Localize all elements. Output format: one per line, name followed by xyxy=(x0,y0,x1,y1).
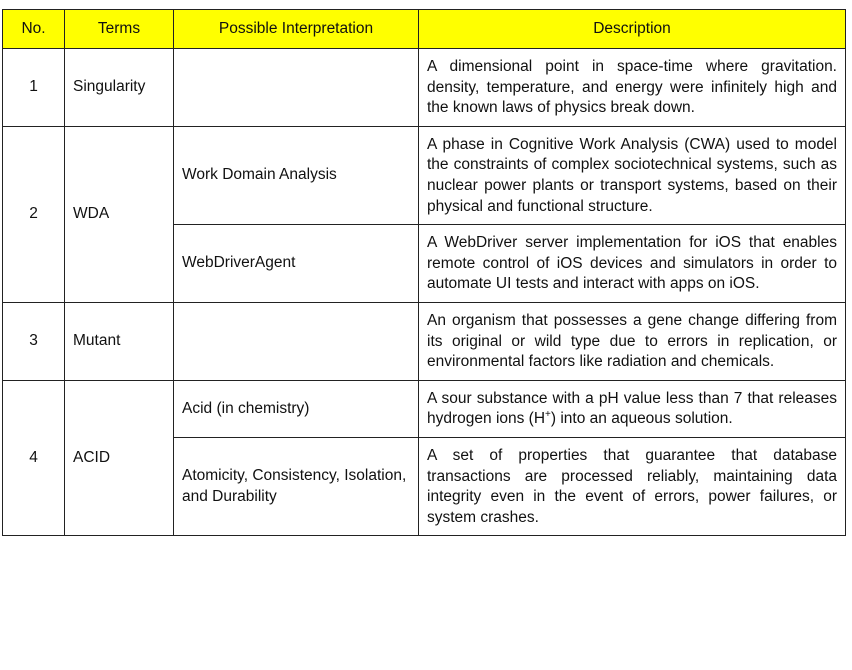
description-cell: A set of properties that guarantee that database transactions are processed reliably, maintaining data integrity even in the event of errors, power failures, or system crashes. xyxy=(419,437,846,535)
description-cell: A dimensional point in space-time where gravitation. density, temperature, and energy were infinitely high and the known laws of physics break down. xyxy=(419,49,846,127)
header-row xyxy=(3,10,846,49)
term-cell: Mutant xyxy=(65,302,174,380)
header-terms: Terms xyxy=(65,10,174,49)
table-row xyxy=(3,302,846,380)
header-interpretation: Possible Interpretation xyxy=(174,10,419,49)
interpretation-cell: Atomicity, Consistency, Isolation, and Durability xyxy=(174,437,419,535)
interpretation-cell: WebDriverAgent xyxy=(174,225,419,303)
interpretation-cell: Work Domain Analysis xyxy=(174,126,419,224)
table-row xyxy=(3,380,846,437)
description-cell xyxy=(419,380,846,437)
table-row xyxy=(3,49,846,127)
interpretation-cell xyxy=(174,302,419,380)
term-cell: ACID xyxy=(65,380,174,536)
interpretation-cell xyxy=(174,49,419,127)
row-number: 1 xyxy=(3,49,65,127)
interpretation-cell: Acid (in chemistry) xyxy=(174,380,419,437)
description-text: ) into an aqueous solution. xyxy=(550,410,733,428)
row-number: 2 xyxy=(3,126,65,302)
description-cell: A WebDriver server implementation for iOS that enables remote control of iOS devices and simulators in order to automate UI tests and interact with apps on iOS. xyxy=(419,225,846,303)
description-cell: An organism that possesses a gene change differing from its original or wild type due to errors in replication, or environmental factors like radiation and chemicals. xyxy=(419,302,846,380)
table-row xyxy=(3,126,846,224)
superscript-plus: + xyxy=(545,409,551,421)
header-description: Description xyxy=(419,10,846,49)
header-no: No. xyxy=(3,10,65,49)
term-cell: WDA xyxy=(65,126,174,302)
terms-table xyxy=(2,9,846,536)
row-number: 3 xyxy=(3,302,65,380)
description-cell: A phase in Cognitive Work Analysis (CWA) used to model the constraints of complex sociotechnical systems, such as nuclear power plants or transport systems, based on their physical and functional structure. xyxy=(419,126,846,224)
row-number: 4 xyxy=(3,380,65,536)
term-cell: Singularity xyxy=(65,49,174,127)
description-text: A sour substance with a pH value less than 7 that releases hydrogen ions (H xyxy=(427,389,837,428)
